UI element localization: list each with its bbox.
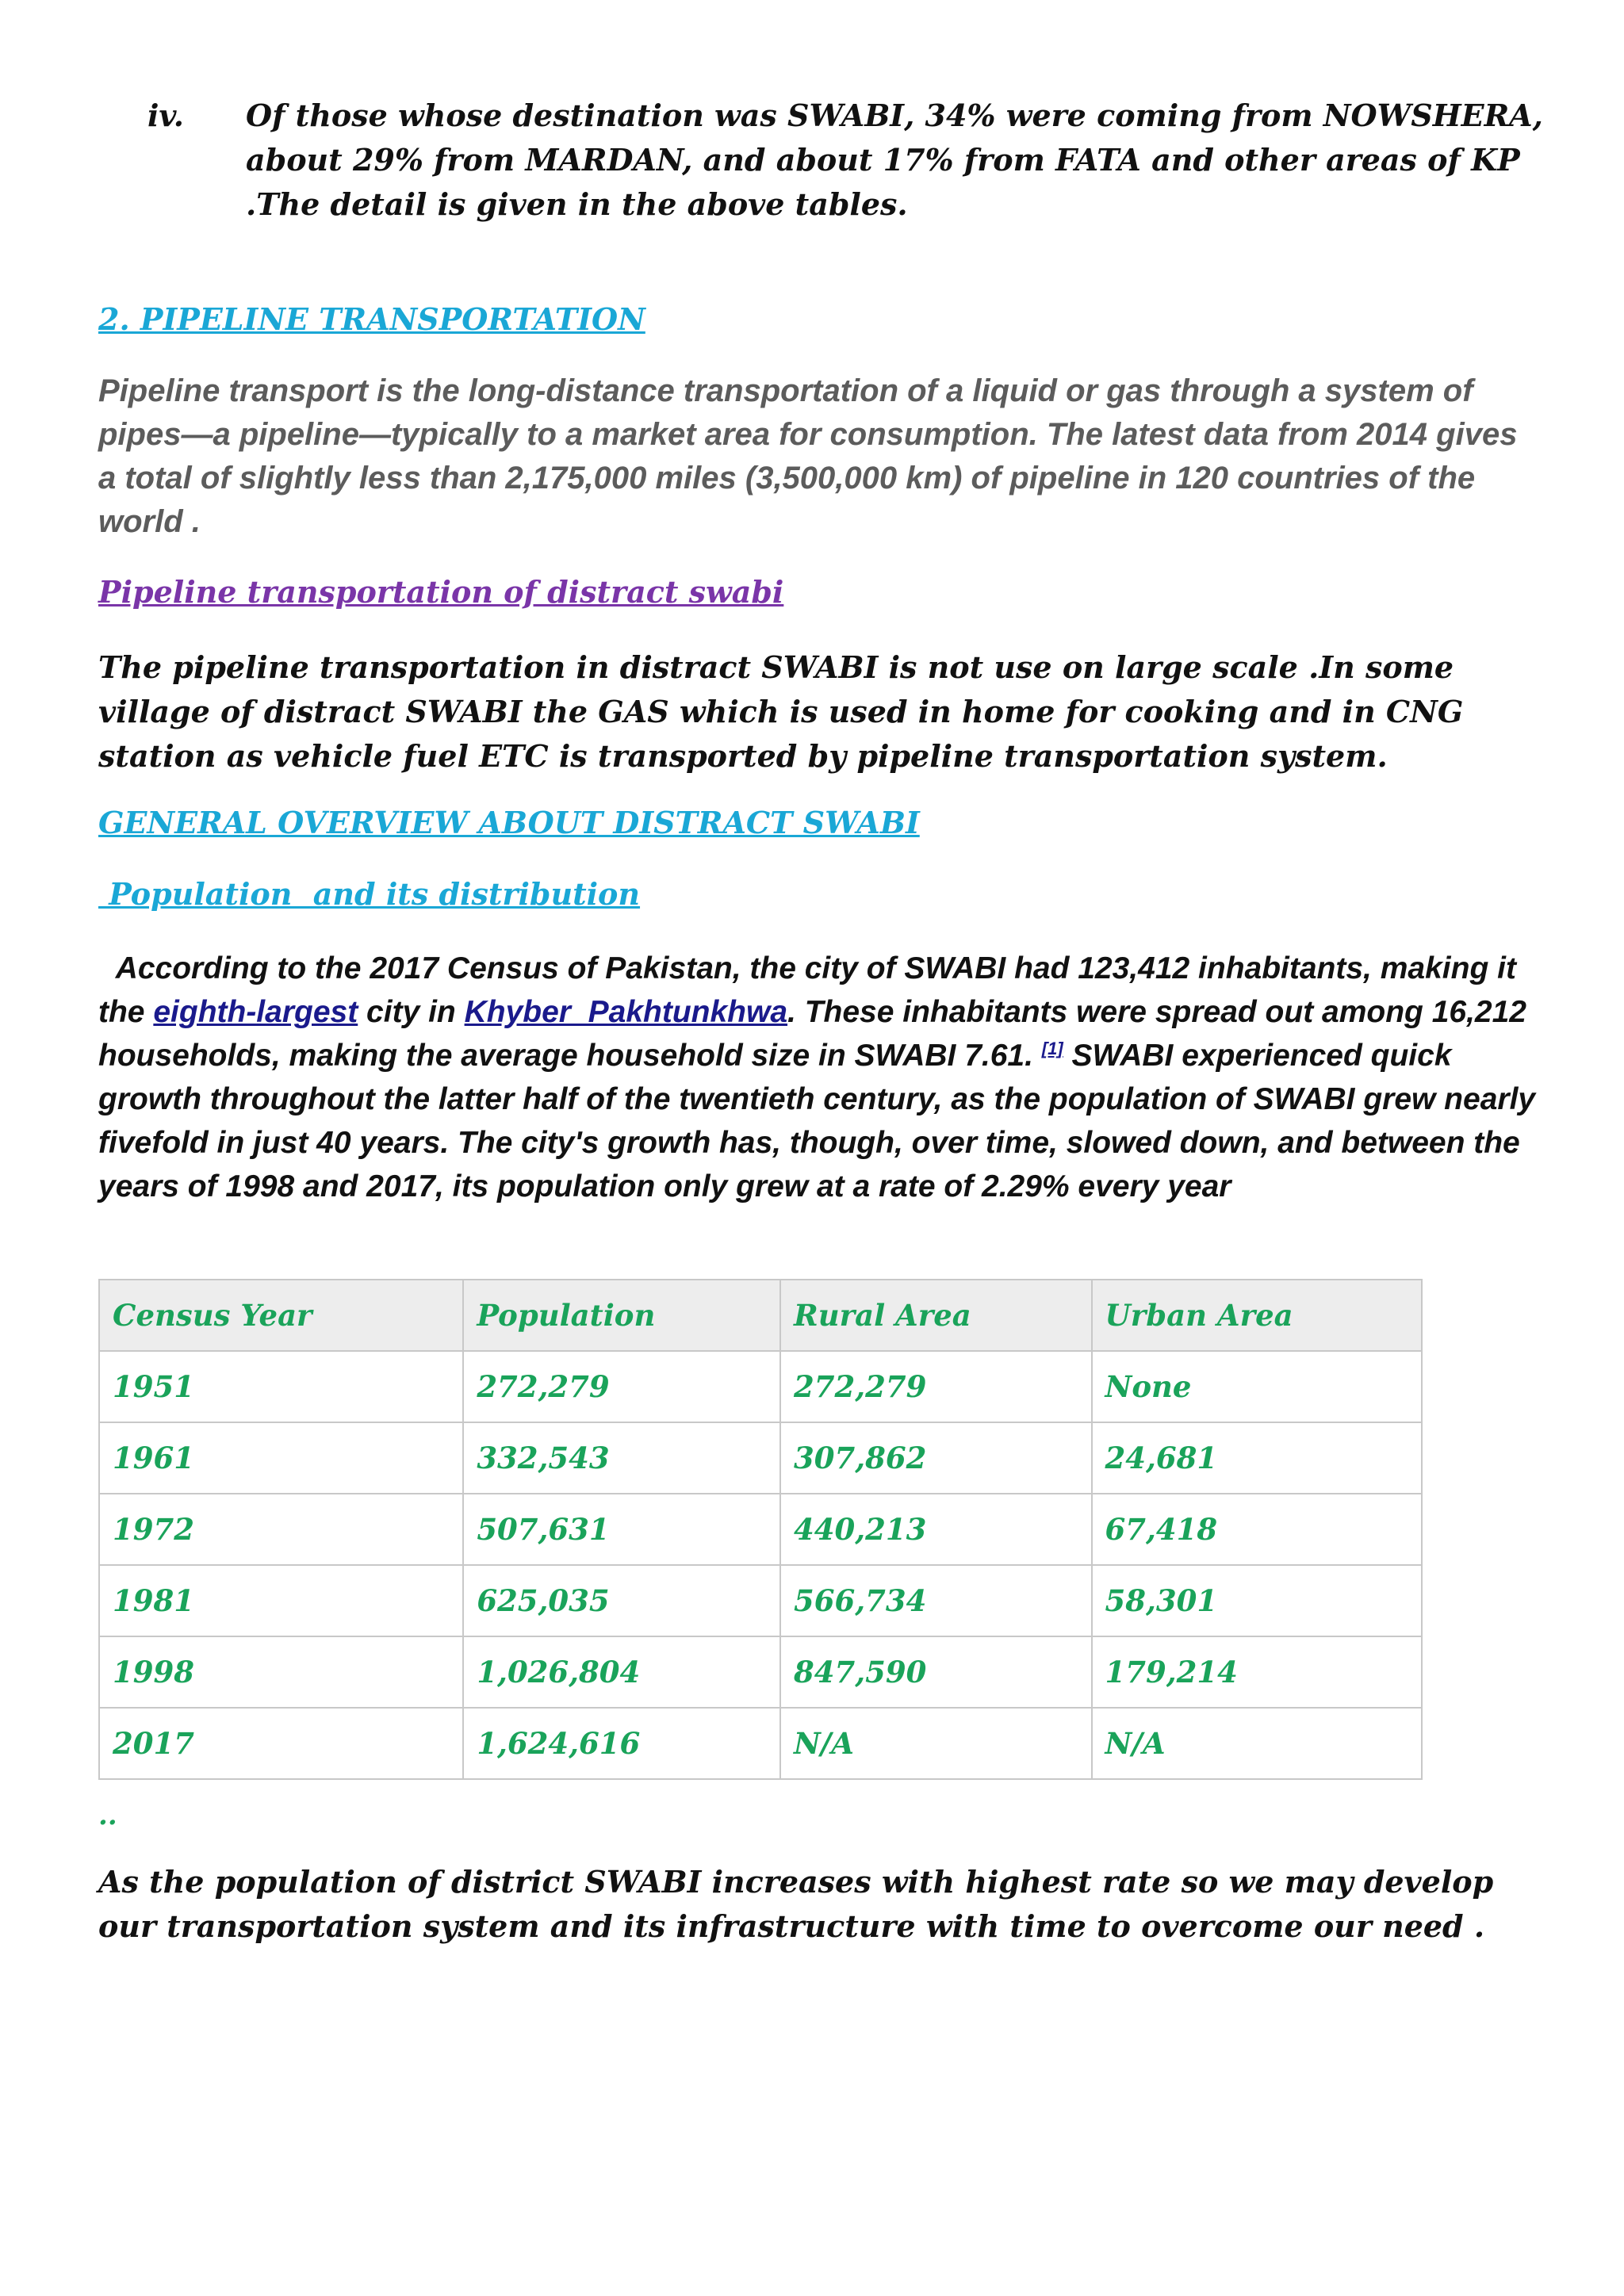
eighth-largest-link[interactable]: eighth-largest [153, 995, 358, 1029]
cell-urban: None [1092, 1351, 1423, 1422]
cell-population: 507,631 [463, 1494, 780, 1565]
population-paragraph [98, 947, 1542, 1208]
cell-rural: 847,590 [780, 1636, 1092, 1708]
cell-urban: 24,681 [1092, 1422, 1423, 1494]
cell-urban: 58,301 [1092, 1565, 1423, 1636]
khyber-pakhtunkhwa-link[interactable]: Khyber Pakhtunkhwa [464, 995, 788, 1029]
table-row [99, 1494, 1422, 1565]
cell-urban: 179,214 [1092, 1636, 1423, 1708]
list-item-iv [147, 94, 1543, 227]
table-row [99, 1565, 1422, 1636]
cell-rural: 272,279 [780, 1351, 1092, 1422]
swabi-pipeline-paragraph: The pipeline transportation in distract SWABI is not use on large scale .In some village of distract SWABI the GAS which is used in home for cooking and in CNG station as vehicle fuel ETC is transported by pipeline transportation system. [98, 649, 1464, 774]
table-row [99, 1422, 1422, 1494]
population-heading: Population and its distribution [98, 876, 641, 912]
table-row [99, 1636, 1422, 1708]
cell-year: 1998 [99, 1636, 463, 1708]
cell-urban: 67,418 [1092, 1494, 1423, 1565]
population-text-3: . These inhabitants were spread out among 16,212 households, making the average household size in SWABI 7.61. [98, 995, 1535, 1073]
cell-year: 1961 [99, 1422, 463, 1494]
cell-rural: 307,862 [780, 1422, 1092, 1494]
population-text-4: SWABI experienced quick growth throughout the latter half of the twentieth century, as the population of SWABI grew nearly fivefold in just 40 years. The city's growth has, though, over time, slowed down, and between the years of 1998 and 2017, its population only grew at a rate of 2.29% every year [98, 1039, 1544, 1203]
list-item-text: Of those whose destination was SWABI, 34% were coming from NOWSHERA, about 29% from MARDAN, and about 17% from FATA and other areas of KP .The detail is given in the above tables. [246, 98, 1543, 222]
header-urban-area: Urban Area [1092, 1280, 1423, 1351]
cell-urban: N/A [1092, 1708, 1423, 1779]
header-census-year: Census Year [99, 1280, 463, 1351]
list-marker: iv. [147, 98, 184, 133]
population-text-2: city in [358, 995, 465, 1029]
cell-population: 1,026,804 [463, 1636, 780, 1708]
table-row [99, 1708, 1422, 1779]
footnote-link[interactable]: [1] [1041, 1039, 1063, 1058]
table-row [99, 1351, 1422, 1422]
census-table [98, 1279, 1423, 1780]
cell-rural: 440,213 [780, 1494, 1092, 1565]
cell-rural: N/A [780, 1708, 1092, 1779]
cell-year: 1972 [99, 1494, 463, 1565]
header-population: Population [463, 1280, 780, 1351]
cell-population: 272,279 [463, 1351, 780, 1422]
cell-population: 1,624,616 [463, 1708, 780, 1779]
cell-year: 2017 [99, 1708, 463, 1779]
cell-year: 1951 [99, 1351, 463, 1422]
conclusion-paragraph: As the population of district SWABI increases with highest rate so we may develop our transportation system and its infrastructure with time to overcome our need . [98, 1864, 1494, 1944]
table-header-row [99, 1280, 1422, 1351]
header-rural-area: Rural Area [780, 1280, 1092, 1351]
pipeline-transportation-heading: 2. PIPELINE TRANSPORTATION [98, 301, 645, 337]
cell-population: 625,035 [463, 1565, 780, 1636]
cell-year: 1981 [99, 1565, 463, 1636]
swabi-pipeline-heading: Pipeline transportation of distract swabi [98, 574, 784, 610]
cell-population: 332,543 [463, 1422, 780, 1494]
general-overview-heading: GENERAL OVERVIEW ABOUT DISTRACT SWABI [98, 805, 920, 840]
population-text-1: According to the 2017 Census of Pakistan, the city of SWABI had 123,412 inhabitants, making it the [98, 951, 1525, 1029]
cell-rural: 566,734 [780, 1565, 1092, 1636]
pipeline-definition-paragraph: Pipeline transport is the long-distance transportation of a liquid or gas through a system of pipes—a pipeline—typically to a market area for consumption. The latest data from 2014 gives a total of slightly less than 2,175,000 miles (3,500,000 km) of pipeline in 120 countries of the world . [98, 373, 1518, 539]
separator-dots: .. [98, 1800, 117, 1831]
